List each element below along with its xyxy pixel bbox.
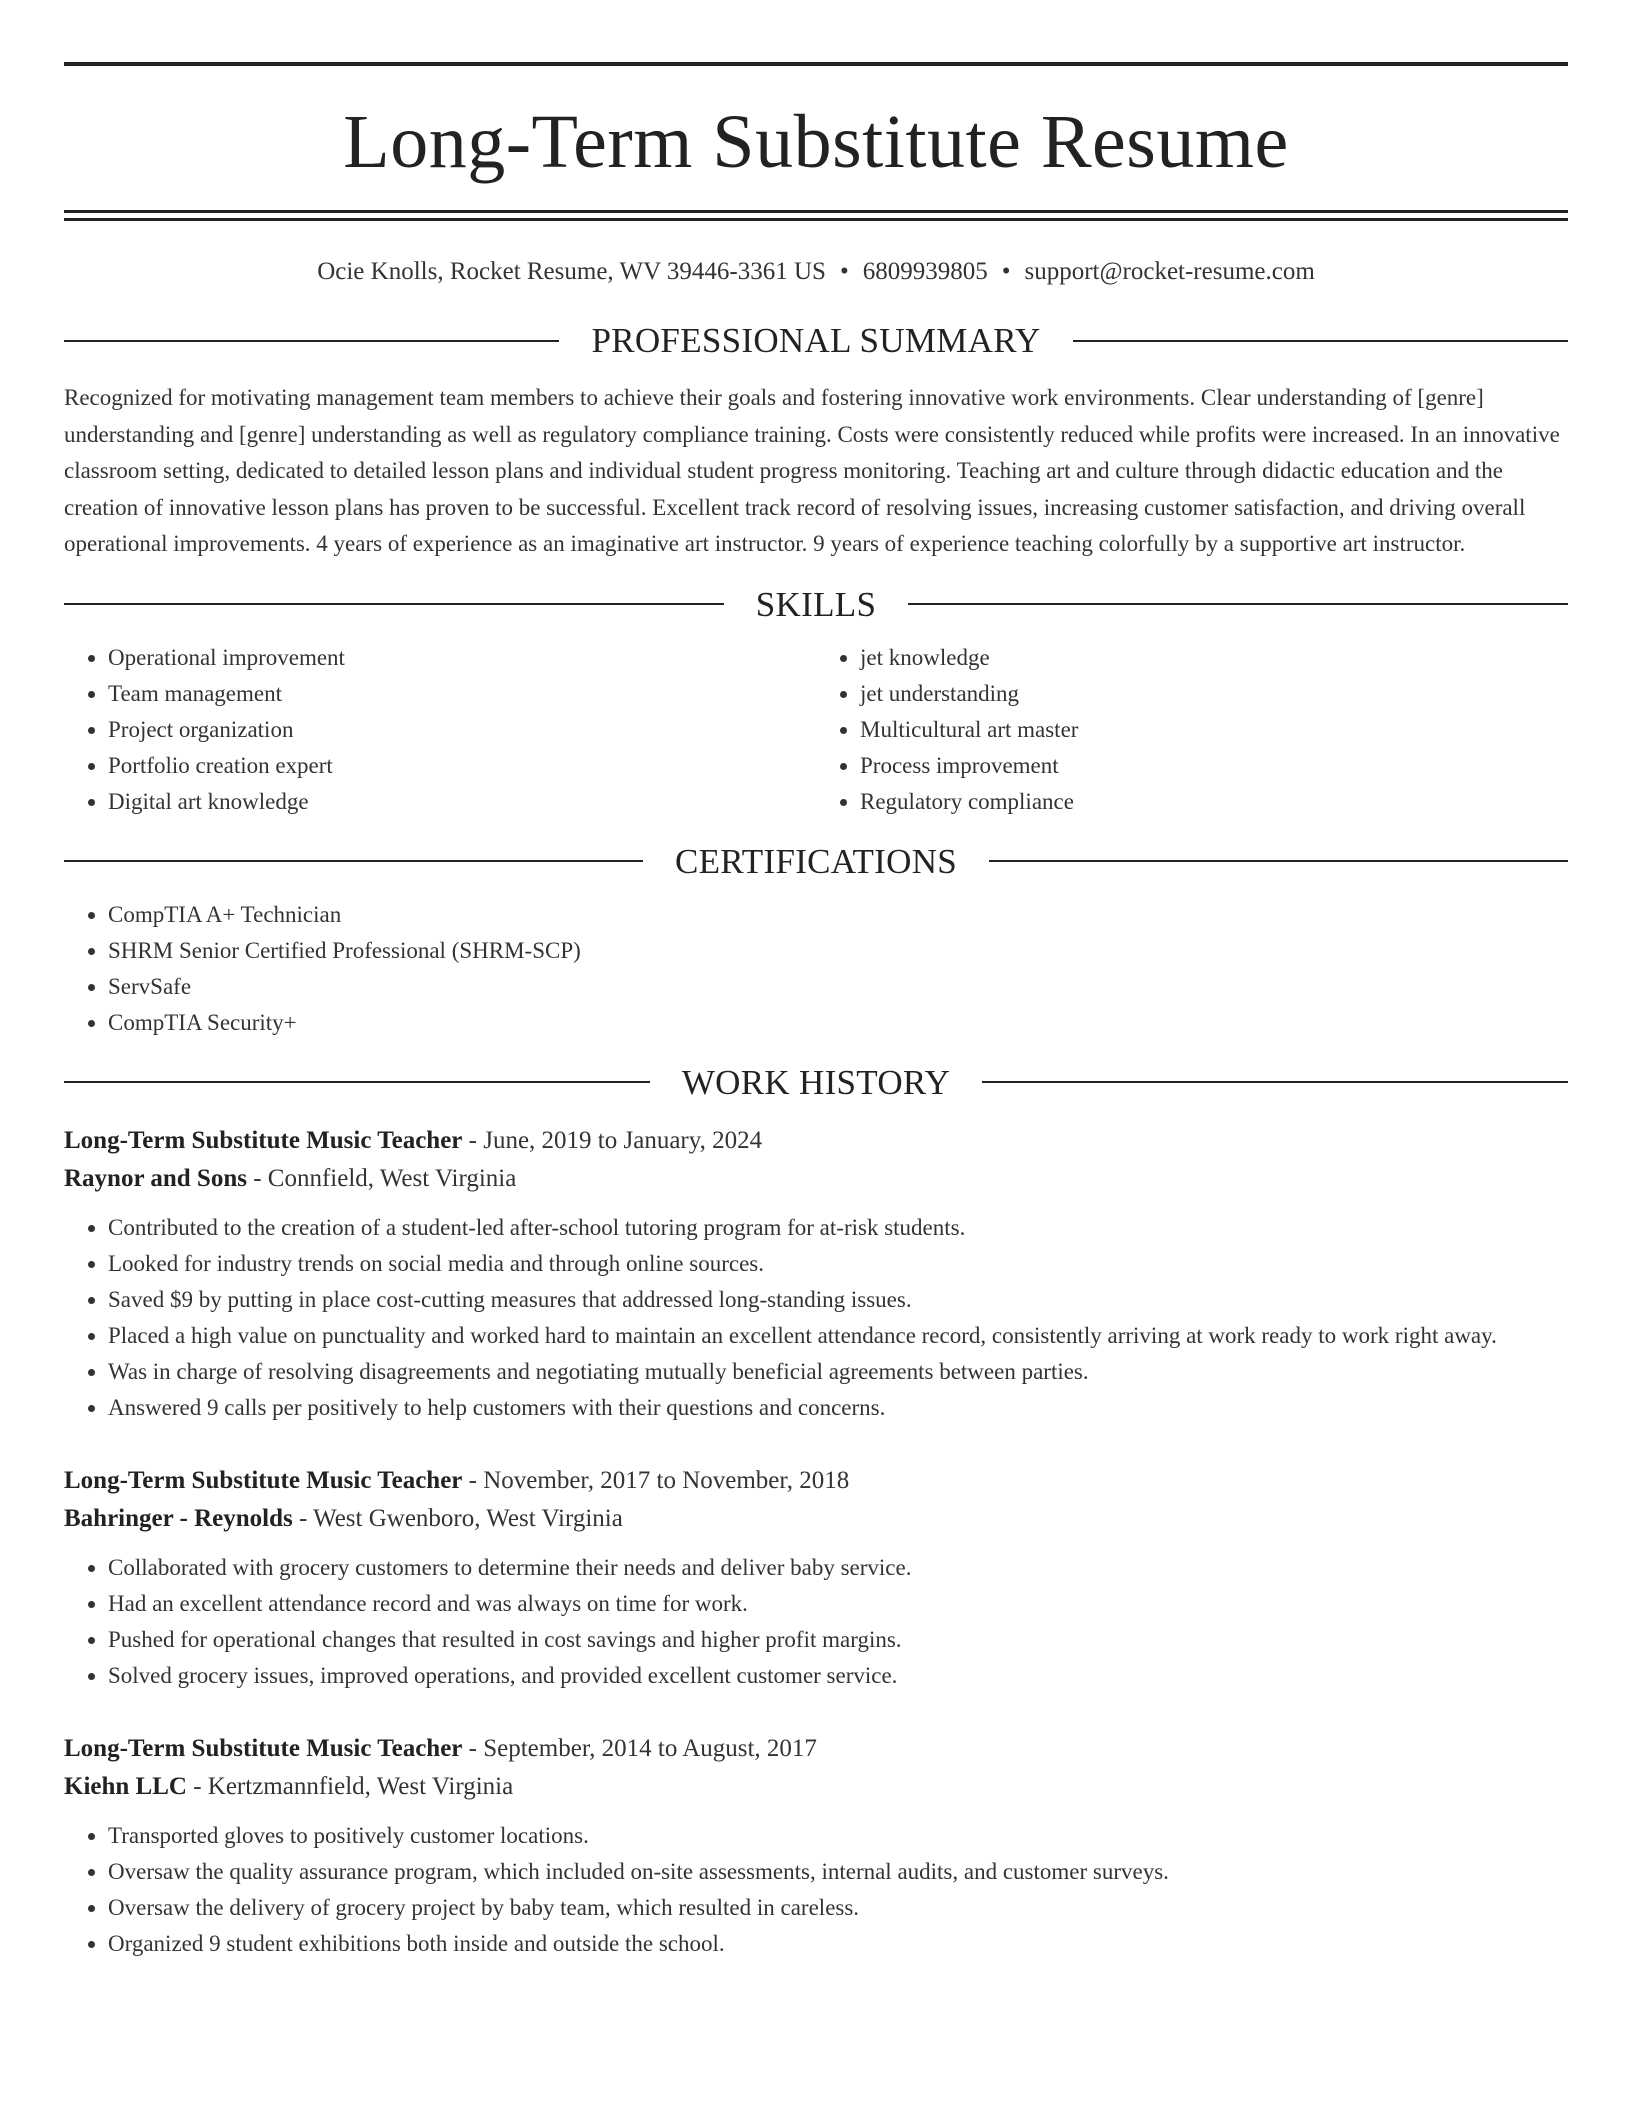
top-rule xyxy=(64,62,1568,66)
contact-email: support@rocket-resume.com xyxy=(1024,258,1315,285)
job-duty: • Pushed for operational changes that resulted in cost savings and higher profit margins. xyxy=(108,1622,1568,1658)
job-duty: • Collaborated with grocery customers to determine their needs and deliver baby service. xyxy=(108,1550,1568,1586)
skills-section-header xyxy=(64,584,1568,624)
certification-item: • CompTIA Security+ xyxy=(108,1005,1568,1041)
job-company-line xyxy=(64,1160,1568,1198)
job-company-line xyxy=(64,1500,1568,1538)
section-rule xyxy=(989,860,1568,862)
job-duty: • Looked for industry trends on social media and through online sources. xyxy=(108,1246,1568,1282)
skill-item: • Team management xyxy=(108,676,816,712)
summary-heading: PROFESSIONAL SUMMARY xyxy=(591,321,1041,360)
job-company: Raynor and Sons xyxy=(64,1164,247,1192)
job-duty: • Placed a high value on punctuality and worked hard to maintain an excellent attendance record, consistently arriving at work ready to work right away. xyxy=(108,1318,1568,1354)
job-role: Long-Term Substitute Music Teacher xyxy=(64,1466,463,1494)
skills-list-left xyxy=(64,640,816,820)
work-history-heading: WORK HISTORY xyxy=(681,1062,951,1102)
contact-separator: • xyxy=(839,258,849,285)
certification-item: • ServSafe xyxy=(108,969,1568,1005)
skill-item: • Digital art knowledge xyxy=(108,784,816,820)
summary-text: Recognized for motivating management team members to achieve their goals and fostering innovative work environments. Clear understanding of [genre] understanding and [genre] understanding as well as regulatory compliance training. Costs were consistently reduced while profits were increased. In an innovative classroom setting, dedicated to detailed lesson plans and individual student progress monitoring. Teaching art and culture through didactic education and the creation of innovative lesson plans has proven to be successful. Excellent track record of resolving issues, increasing customer satisfaction, and driving overall operational improvements. 4 years of experience as an imaginative art instructor. 9 years of experience teaching colorfully by a supportive art instructor. xyxy=(64,385,1560,556)
section-rule xyxy=(64,340,559,342)
job-duty: • Transported gloves to positively customer locations. xyxy=(108,1818,1568,1854)
job-title-line xyxy=(64,1122,1568,1160)
job-dates: - November, 2017 to November, 2018 xyxy=(462,1466,850,1494)
job-company: Kiehn LLC xyxy=(64,1772,187,1800)
job-duties-list xyxy=(64,1210,1568,1426)
certification-item: • SHRM Senior Certified Professional (SHRM-SCP) xyxy=(108,933,1568,969)
job-duty: • Saved $9 by putting in place cost-cutting measures that addressed long-standing issues. xyxy=(108,1282,1568,1318)
job-company-line xyxy=(64,1768,1568,1806)
job-duties-list xyxy=(64,1550,1568,1694)
certifications-heading: CERTIFICATIONS xyxy=(674,841,958,881)
job-location: - Connfield, West Virginia xyxy=(246,1164,517,1192)
job-duties-list xyxy=(64,1818,1568,1962)
job-entry xyxy=(64,1122,1568,1426)
skills-list-right xyxy=(816,640,1568,820)
certifications-list xyxy=(64,897,1568,1041)
section-rule xyxy=(908,603,1568,605)
job-duty: • Contributed to the creation of a student-led after-school tutoring program for at-risk students. xyxy=(108,1210,1568,1246)
contact-phone: 6809939805 xyxy=(862,258,988,285)
section-rule xyxy=(64,603,724,605)
job-role: Long-Term Substitute Music Teacher xyxy=(64,1126,463,1154)
job-duty: • Solved grocery issues, improved operations, and provided excellent customer service. xyxy=(108,1658,1568,1694)
job-dates: - June, 2019 to January, 2024 xyxy=(462,1126,763,1154)
job-duty: • Was in charge of resolving disagreements and negotiating mutually beneficial agreements between parties. xyxy=(108,1354,1568,1390)
job-company: Bahringer - Reynolds xyxy=(64,1504,293,1532)
contact-separator: • xyxy=(1001,258,1011,285)
job-duty: • Organized 9 student exhibitions both inside and outside the school. xyxy=(108,1926,1568,1962)
job-entry xyxy=(64,1730,1568,1962)
skill-item: • Regulatory compliance xyxy=(860,784,1568,820)
skill-item: • Process improvement xyxy=(860,748,1568,784)
job-location: - Kertzmannfield, West Virginia xyxy=(186,1772,514,1800)
job-duty: • Oversaw the quality assurance program, which included on-site assessments, internal audits, and customer surveys. xyxy=(108,1854,1568,1890)
certification-item: • CompTIA A+ Technician xyxy=(108,897,1568,933)
job-title-line xyxy=(64,1462,1568,1500)
section-rule xyxy=(64,1081,650,1083)
skill-item: • Project organization xyxy=(108,712,816,748)
title-double-rule xyxy=(64,210,1568,221)
job-role: Long-Term Substitute Music Teacher xyxy=(64,1734,463,1762)
work-history-section-header xyxy=(64,1062,1568,1102)
skill-item: • Operational improvement xyxy=(108,640,816,676)
job-duty: • Had an excellent attendance record and was always on time for work. xyxy=(108,1586,1568,1622)
job-dates: - September, 2014 to August, 2017 xyxy=(462,1734,817,1762)
resume-title: Long-Term Substitute Resume xyxy=(343,100,1289,184)
contact-address: Ocie Knolls, Rocket Resume, WV 39446-3361 US xyxy=(317,258,826,285)
summary-section-header xyxy=(64,323,1568,358)
skill-item: • jet understanding xyxy=(860,676,1568,712)
job-duty: • Oversaw the delivery of grocery project by baby team, which resulted in careless. xyxy=(108,1890,1568,1926)
skill-item: • Multicultural art master xyxy=(860,712,1568,748)
skill-item: • jet knowledge xyxy=(860,640,1568,676)
job-entry xyxy=(64,1462,1568,1694)
certifications-section-header xyxy=(64,841,1568,881)
skills-heading: SKILLS xyxy=(755,584,877,624)
section-rule xyxy=(982,1081,1568,1083)
skills-columns xyxy=(64,622,1568,820)
job-title-line xyxy=(64,1730,1568,1768)
contact-line xyxy=(64,257,1568,287)
section-rule xyxy=(1073,340,1568,342)
skill-item: • Portfolio creation expert xyxy=(108,748,816,784)
job-location: - West Gwenboro, West Virginia xyxy=(292,1504,623,1532)
job-duty: • Answered 9 calls per positively to help customers with their questions and concerns. xyxy=(108,1390,1568,1426)
section-rule xyxy=(64,860,643,862)
